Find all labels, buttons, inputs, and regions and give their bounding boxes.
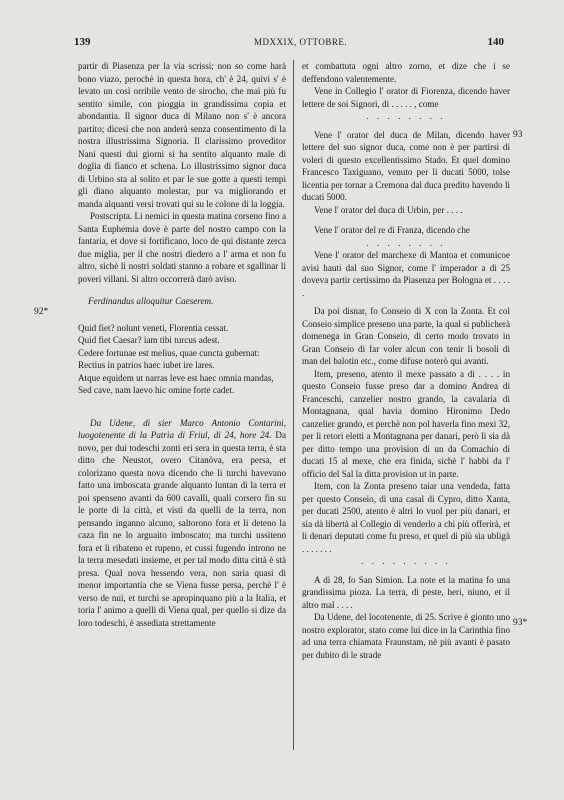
- paragraph: Vene l' orator del duca di Urbin, per . . . .: [314, 204, 463, 215]
- right-column: [302, 60, 510, 661]
- ellipsis-line: . . . . . . . .: [366, 237, 446, 248]
- poem-title: Ferdinandus alloquitur Caeserem.: [88, 296, 214, 306]
- paragraph: Vene l' orator del re di Franza, dicendo che: [314, 225, 470, 235]
- verse-line: Cedere fortunae est melius, quae cuncta gubernat:: [78, 347, 260, 358]
- column-divider: [293, 60, 294, 750]
- margin-number-right-2: 93*: [513, 618, 528, 628]
- running-title: MDXXIX, OTTOBRE.: [254, 37, 348, 47]
- left-column: [78, 60, 286, 629]
- poem: [78, 322, 286, 397]
- paragraph: Vene in Collegio l' orator di Fiorenza, dicendo haver lettere de soi Signori, di . . . . . , come: [302, 86, 510, 109]
- paragraph: Da Udene, del locotenente, di 25. Scrive è gionto uno nostro explorator, stato come lui dice in la Carinthia fino ad una terra chiamata Fraunstam, nè più avanti è pasato per dubito di le strade: [302, 612, 510, 660]
- page-header: [74, 36, 504, 52]
- verse-line: Rectius in patrios haec iubet ire lares.: [78, 360, 215, 370]
- margin-number-left: 92*: [34, 307, 49, 317]
- verse-line: Quid fiet Caesar? iam tibi turcus adest.: [78, 335, 220, 345]
- paragraph: partir di Piasenza per la via scrissi; non so come harà bono viazo, perochè in questa hora, ch' è 24, quivi s' è levato un così orribile vento de sirocho, che mai più fu sentito simile, con pioggia in grandissima copia et abondantia. Il signor duca di Milano non s' è ancora partito; dicesi che non anderà senza consentimento di la nostra illustrissima Signoria. Il clarissimo proveditor Nani questi dui giorni si ha sentito alquanto male di doglia di fianco et schena. Lo illustrissimo signor duca di Urbino sta al solito et par le sue gotte a questi tempi gli diano alquanto molestar, pur va migliorando et manda alquanti versi trovati qui su le colone di la loggia.: [78, 61, 286, 209]
- letter-body: Da novo, per dui todeschi zonti eri sera in questa terra, è sta ditto che Neustot, overo Citanöva, era persa, et colorizano questa nova dicendo che li turchi havevano fatto una imboscata grande alquanto luntan di la terra et poi spenseno avanti da 600 cavalli, quali corsero fin su le porte di la città, et visti da quelli de la terra, non pensando inganno alcuno, saltorono fora et li deteno la caza fin ne lo arguaito imboscato; ma turchi ussiteno fora et li ribateno et rupeno, et cussi fugendo introno ne la terra mesedati insieme, et per tal modo ditta città è stà presa. Qual nova hessendo vera, non saria quasi di menor importantia che se Viena fusse persa, perchè l' è verso de nui, et turchi se apropinquano più a la Italia, et toria l' animo a quelli di Viena qual, per quello si dize da loro todeschi, è assediata strettamente: [78, 430, 286, 628]
- paragraph: Da poi disnar, fo Conseio di X con la Zonta. Et col Conseio simplice preseno una parte, la qual si publicherà domenega in Gran Conseio, di certo modo trovato in Gran Conseio di far voler alcun con tenir li bosoli di man del balotin etc., come difuse noterò qui avanti.: [302, 306, 510, 366]
- margin-number-right: 93: [513, 130, 523, 140]
- paragraph: Vene l' orator del marchexe di Mantoa et comunicoe avisi hauti dal suo Signor, come l' imperador a di 25 doveva partir certissimo da Piasenza per Bologna et . . . . .: [302, 250, 510, 298]
- paragraph: Item, preseno, atento il mexe passato a di . . . . in questo Conseio fusse preso dar a domino Andrea di Franceschi, canzelier nostro grando, la cavalaria di Montagnana, qual havia domino Hironimo Dedo canzelier grando, et perchè non pol haverla fino mexi 32, per li retori eletti a Montagnana per danari, però li sia dà per ditto tempo una provision di un da Comachio di ducati 15 al mexe, che era finida, sichè l' habbi da l' officio del Sal la ditta provision ut in parte.: [302, 368, 510, 479]
- paragraph: A dì 28, fo San Simion. La note et la matina fo una grandissima pioza. La terra, di peste, heri, niuno, et il altro mal . . . .: [302, 574, 510, 610]
- right-page-number: 140: [487, 36, 504, 48]
- left-page-number: 139: [74, 36, 91, 48]
- postscript-paragraph: Postscripta. Li nemici in questa matina corseno fino a Santa Euphemia dove è parte del nostro campo con la fantaria, et dove si fortificano, loco de qui distante zerca due miglia, per il che nostri diedero a l' arma et non fu altro, sichè li nostri soldati stanno a robare et sgallinar li poveri villani. Si altro occorrerà darò aviso.: [78, 211, 286, 284]
- verse-line: Sed cave, nam laevo hic omine forte cadet.: [78, 385, 235, 395]
- paragraph: Item, con la Zonta preseno taiar una vendeda, fatta per questo Conseio, di una casal di Cypro, ditto Xanta, per ducati 2500, atento è altri lo vuol per più danari, et sia dà libertà al Collegio di venderlo a chi più offerirà, et li denari deputati come fu preso, et quel di più sia ubligà . . . . . . .: [302, 481, 510, 554]
- verse-line: Atque equidem ut narras leve est haec omnia mandas,: [78, 372, 274, 383]
- ellipsis-line: . . . . . . . .: [366, 111, 446, 121]
- letter: [78, 417, 286, 630]
- paragraph: Vene l' orator del duca de Milan, dicendo haver lettere del suo signor duca, come non è per partirsi di voleri di questo excellentissimo Stado. Et quel domino Francesco Taxiguano, venuto per li ducati 5000, tolse licentia per tornar a Cremona dal duca predito havendo li ducati 5000.: [302, 129, 510, 202]
- letter-heading: Da Udene, di sier Marco Antonio Contarini, luogotenente di la Patria di Friul, di 24, hore 24.: [78, 417, 286, 440]
- ellipsis-line: . . . . . . . . .: [361, 556, 451, 566]
- verse-line: Quid fiet? nolunt veneti, Florentia cessat.: [78, 322, 229, 333]
- paragraph: et combattuta ogni altro zorno, et dize che i se deffendono valentemente.: [302, 61, 510, 84]
